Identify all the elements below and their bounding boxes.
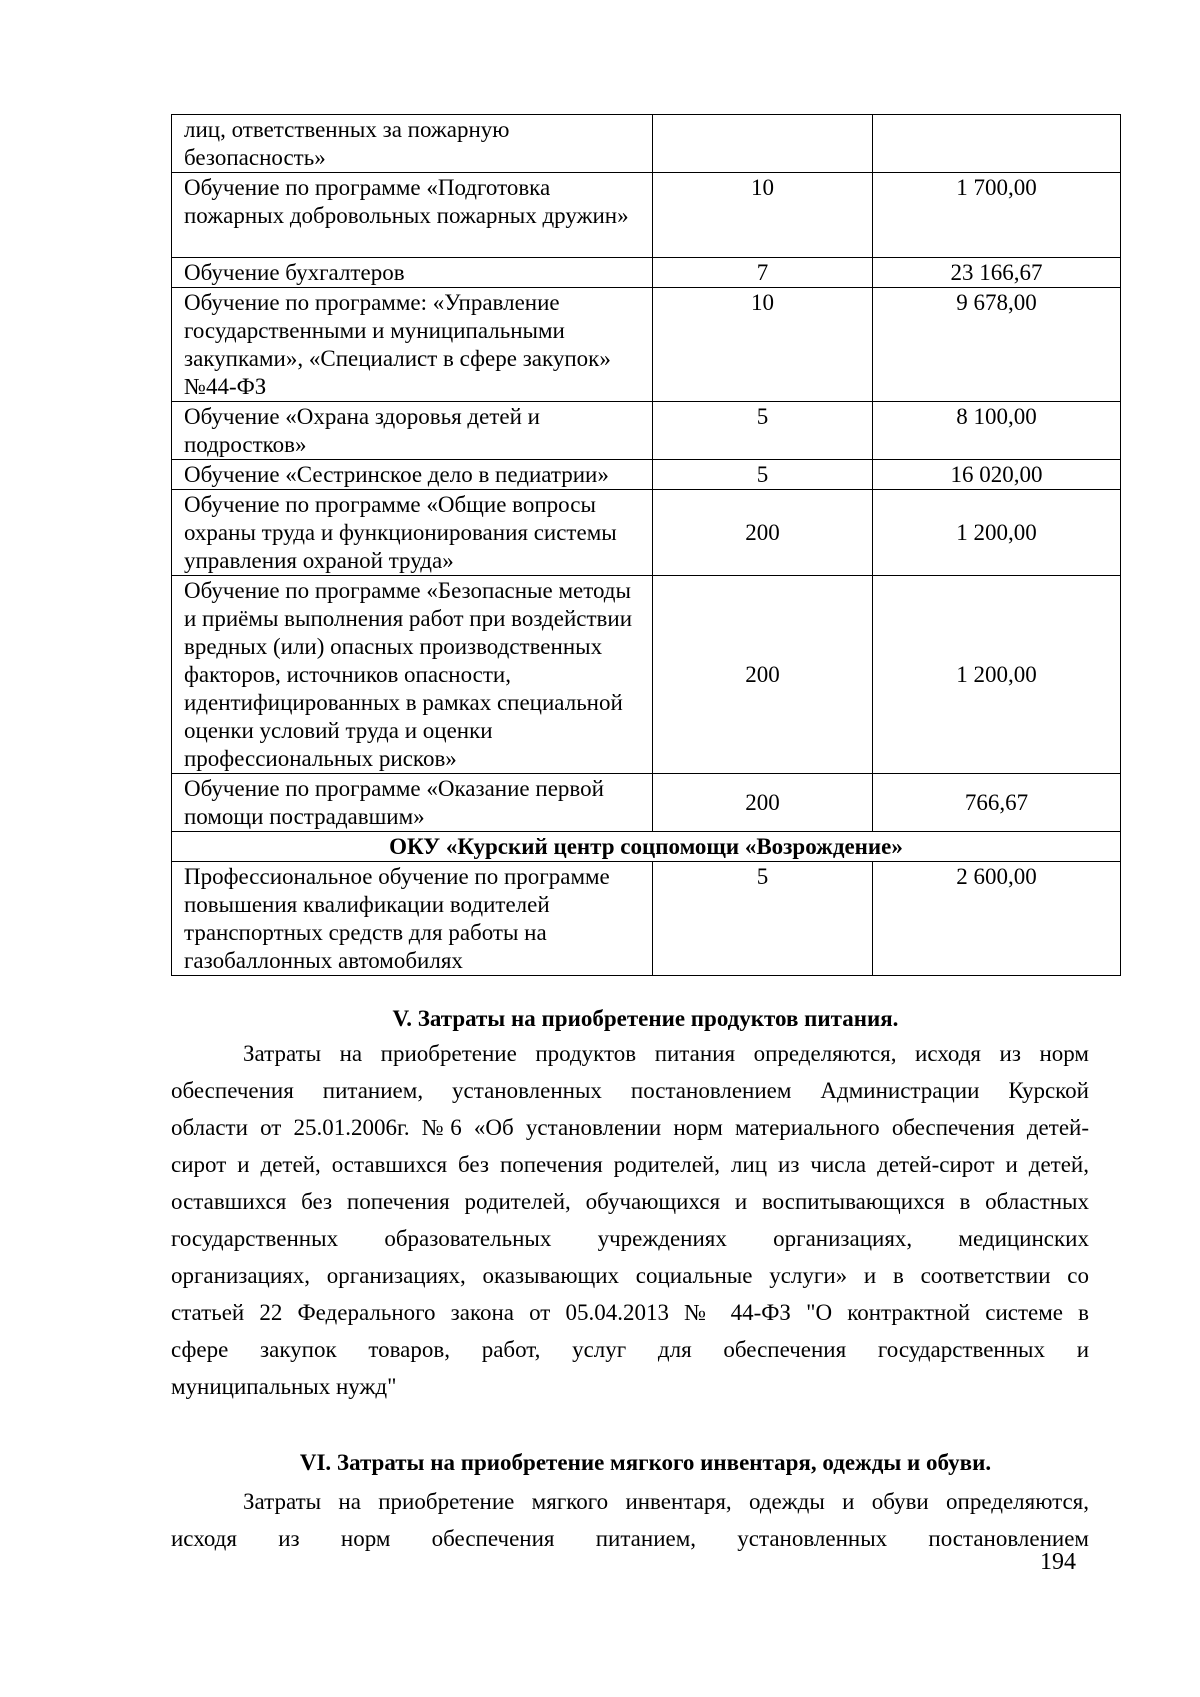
table-row bbox=[172, 490, 1121, 576]
row-cost: 9 678,00 bbox=[873, 288, 1121, 402]
row-count bbox=[653, 115, 873, 173]
row-description: Обучение «Сестринское дело в педиатрии» bbox=[172, 460, 653, 490]
section-6-heading: VI. Затраты на приобретение мягкого инвентаря, одежды и обуви. bbox=[299, 1450, 992, 1475]
paragraph-line: обеспечения питанием, установленных постановлением Администрации Курской bbox=[171, 1078, 1089, 1103]
paragraph-line: области от 25.01.2006г. №6 «Об установлении норм материального обеспечения детей- bbox=[171, 1115, 1089, 1140]
row-cost bbox=[873, 115, 1121, 173]
row-cost: 8 100,00 bbox=[873, 402, 1121, 460]
paragraph-line: организациях, организациях, оказывающих социальные услуги» и в соответствии со bbox=[171, 1263, 1089, 1288]
row-cost: 1 200,00 bbox=[873, 490, 1121, 576]
row-cost: 2 600,00 bbox=[873, 862, 1121, 976]
row-count: 200 bbox=[653, 774, 873, 832]
row-description: Обучение по программе «Подготовка пожарных добровольных пожарных дружин» bbox=[172, 173, 653, 258]
table-row bbox=[172, 576, 1121, 774]
row-cost: 23 166,67 bbox=[873, 258, 1121, 288]
org-header: ОКУ «Курский центр соцпомощи «Возрождение» bbox=[172, 832, 1121, 862]
paragraph-line: Затраты на приобретение продуктов питания определяются, исходя из норм bbox=[243, 1041, 1089, 1066]
row-cost: 16 020,00 bbox=[873, 460, 1121, 490]
row-cost: 1 700,00 bbox=[873, 173, 1121, 258]
row-cost: 766,67 bbox=[873, 774, 1121, 832]
table-row bbox=[172, 402, 1121, 460]
row-description: Обучение «Охрана здоровья детей и подростков» bbox=[172, 402, 653, 460]
row-count: 5 bbox=[653, 402, 873, 460]
table-row bbox=[172, 115, 1121, 173]
paragraph-line: Затраты на приобретение мягкого инвентаря, одежды и обуви определяются, bbox=[243, 1489, 1089, 1514]
row-count: 200 bbox=[653, 576, 873, 774]
row-count: 200 bbox=[653, 490, 873, 576]
section-6-paragraph bbox=[171, 1483, 1089, 1557]
paragraph-line: государственных образовательных учреждениях организациях, медицинских bbox=[171, 1226, 1089, 1251]
row-description: Обучение по программе: «Управление государственными и муниципальными закупками», «Специалист в сфере закупок» №44-ФЗ bbox=[172, 288, 653, 402]
row-description: Обучение бухгалтеров bbox=[172, 258, 653, 288]
table-row bbox=[172, 288, 1121, 402]
paragraph-line: статьей 22 Федерального закона от 05.04.2013 № 44-ФЗ "О контрактной системе в bbox=[171, 1300, 1089, 1325]
row-description: Обучение по программе «Оказание первой помощи пострадавшим» bbox=[172, 774, 653, 832]
table-row bbox=[172, 862, 1121, 976]
row-count: 10 bbox=[653, 173, 873, 258]
paragraph-line: оставшихся без попечения родителей, обучающихся и воспитывающихся в областных bbox=[171, 1189, 1089, 1214]
row-description: Профессиональное обучение по программе повышения квалификации водителей транспортных средств для работы на газобаллонных автомобилях bbox=[172, 862, 653, 976]
row-description: Обучение по программе «Общие вопросы охраны труда и функционирования системы управления охраной труда» bbox=[172, 490, 653, 576]
row-cost: 1 200,00 bbox=[873, 576, 1121, 774]
table-row bbox=[172, 173, 1121, 258]
row-description: Обучение по программе «Безопасные методы и приёмы выполнения работ при воздействии вредных (или) опасных производственных факторов, источников опасности, идентифицированных в рамках специальной оценки условий труда и оценки профессиональных рисков» bbox=[172, 576, 653, 774]
row-count: 10 bbox=[653, 288, 873, 402]
table-row bbox=[172, 774, 1121, 832]
org-header-row bbox=[172, 832, 1121, 862]
page-number: 194 bbox=[1040, 1549, 1076, 1575]
paragraph-line: муниципальных нужд" bbox=[171, 1374, 397, 1399]
paragraph-line: сирот и детей, оставшихся без попечения родителей, лиц из числа детей-сирот и детей, bbox=[171, 1152, 1089, 1177]
paragraph-line: сфере закупок товаров, работ, услуг для обеспечения государственных и bbox=[171, 1337, 1089, 1362]
table-row bbox=[172, 258, 1121, 288]
table-row bbox=[172, 460, 1121, 490]
row-count: 7 bbox=[653, 258, 873, 288]
section-5-heading: V. Затраты на приобретение продуктов питания. bbox=[392, 1006, 899, 1031]
training-costs-table bbox=[171, 114, 1121, 976]
paragraph-line: исходя из норм обеспечения питанием, установленных постановлением bbox=[171, 1526, 1089, 1551]
row-description: лиц, ответственных за пожарную безопасность» bbox=[172, 115, 653, 173]
row-count: 5 bbox=[653, 862, 873, 976]
section-5-paragraph bbox=[171, 1035, 1089, 1405]
row-count: 5 bbox=[653, 460, 873, 490]
